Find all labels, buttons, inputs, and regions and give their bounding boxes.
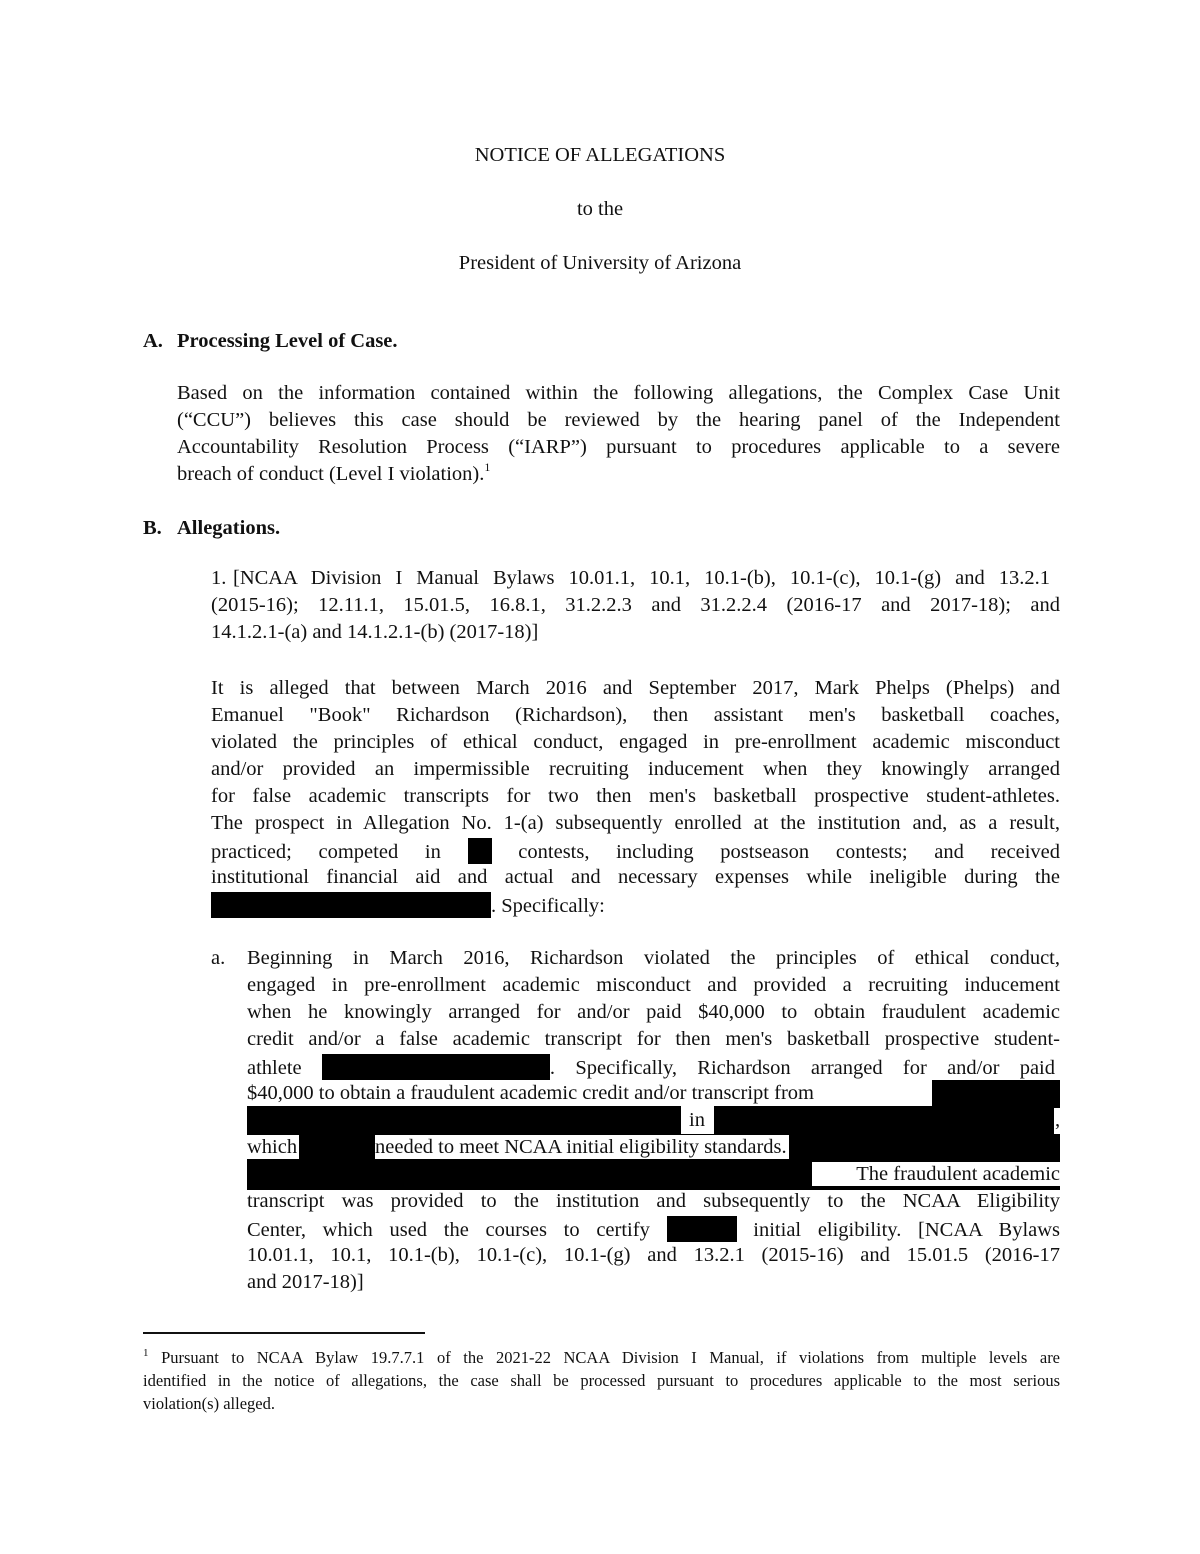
allegation-1-line: The prospect in Allegation No. 1-(a) subsequently enrolled at the institution and, as a result, [211,812,1060,834]
allegation-1a-line: when he knowingly arranged for and/or paid $40,000 to obtain fraudulent academic [247,1001,1060,1023]
text: practiced; competed in [211,841,441,863]
redaction-box [247,1106,681,1134]
document-recipient: President of University of Arizona [458,252,742,274]
text: . Specifically: [491,895,605,917]
allegation-1a-line: Beginning in March 2016, Richardson violated the principles of ethical conduct, [247,947,1060,969]
text: Pursuant to NCAA Bylaw 19.7.7.1 of the 2021-22 NCAA Division I Manual, if violations from multiple levels are [161,1348,1061,1367]
allegation-1a-letter: a. [211,947,226,969]
footnote-number: 1 [143,1347,149,1359]
redaction-box [667,1216,737,1242]
section-b-heading: Allegations. [177,517,281,539]
text: The fraudulent academic [812,1162,1060,1186]
text: needed to meet NCAA initial eligibility standards. [375,1136,787,1158]
footnote-line: violation(s) alleged. [143,1394,275,1413]
allegation-1-line: violated the principles of ethical conduct, engaged in pre-enrollment academic misconduct [211,731,1060,753]
section-a-letter: A. [143,330,163,352]
allegation-1-line: institutional financial aid and actual and necessary expenses while ineligible during the [211,866,1060,888]
text: athlete [247,1057,302,1079]
text: which [247,1136,298,1158]
allegation-1-line: It is alleged that between March 2016 and September 2017, Mark Phelps (Phelps) and [211,677,1060,699]
allegation-1-bylaws: [NCAA Division I Manual Bylaws 10.01.1, 10.1, 10.1-(b), 10.1-(c), 10.1-(g) and 13.2.1 [233,567,1050,589]
redaction-box [468,838,492,864]
section-a-line [177,462,490,486]
allegation-1-bylaws: 14.1.2.1-(a) and 14.1.2.1-(b) (2017-18)] [211,621,539,643]
footnote-line: identified in the notice of allegations, the case shall be processed pursuant to procedures applicable to the most serious [143,1371,1060,1390]
allegation-1-line: Emanuel "Book" Richardson (Richardson), then assistant men's basketball coaches, [211,704,1060,726]
section-a-line: Accountability Resolution Process (“IARP”) pursuant to procedures applicable to a severe [177,436,1060,458]
section-a-line: (“CCU”) believes this case should be reviewed by the hearing panel of the Independent [177,409,1060,431]
text: initial eligibility. [NCAA Bylaws [753,1219,1061,1241]
text: , [1055,1109,1061,1131]
allegation-1-bylaws: (2015-16); 12.11.1, 15.01.5, 16.8.1, 31.2.2.3 and 31.2.2.4 (2016-17 and 2017-18); and [211,594,1060,616]
allegation-1-line: for false academic transcripts for two then men's basketball prospective student-athletes. [211,785,1060,807]
redaction-box [322,1054,550,1080]
allegation-1-line [211,838,1060,864]
section-a-heading: Processing Level of Case. [177,330,398,352]
section-b-letter: B. [143,517,162,539]
allegation-1a-line: credit and/or a false academic transcript for then men's basketball prospective student- [247,1028,1060,1050]
footnote-ref: 1 [484,460,491,474]
document-title: NOTICE OF ALLEGATIONS [474,144,726,166]
text: contests, including postseason contests; and received [518,841,1061,863]
allegation-1a-line: 10.01.1, 10.1, 10.1-(b), 10.1-(c), 10.1-(g) and 13.2.1 (2015-16) and 15.01.5 (2016-17 [247,1244,1060,1266]
allegation-1a-line: engaged in pre-enrollment academic misconduct and provided a recruiting inducement [247,974,1060,996]
text: $40,000 to obtain a fraudulent academic credit and/or transcript from [247,1082,814,1104]
allegation-1a-line: and 2017-18)] [247,1271,364,1293]
redaction-box [211,892,491,918]
allegation-1-line [211,892,605,918]
document-to: to the [576,198,624,220]
section-a-text: breach of conduct (Level I violation). [177,463,485,485]
allegation-1-number: 1. [211,567,227,589]
allegation-1a-line: transcript was provided to the institution and subsequently to the NCAA Eligibility [247,1190,1060,1212]
section-a-line: Based on the information contained within the following allegations, the Complex Case Unit [177,382,1060,404]
footnote-divider [143,1332,425,1334]
redaction-box [932,1080,1060,1108]
allegation-1-line: and/or provided an impermissible recruiting inducement when they knowingly arranged [211,758,1060,780]
text: . Specifically, Richardson arranged for and/or paid [549,1057,1056,1079]
allegation-1a-line [247,1216,1060,1242]
text: in [689,1109,705,1131]
text: Center, which used the courses to certify [247,1219,650,1241]
redaction-box [714,1106,1054,1134]
allegation-1a-line [247,1054,1055,1080]
footnote-line [143,1346,1060,1369]
